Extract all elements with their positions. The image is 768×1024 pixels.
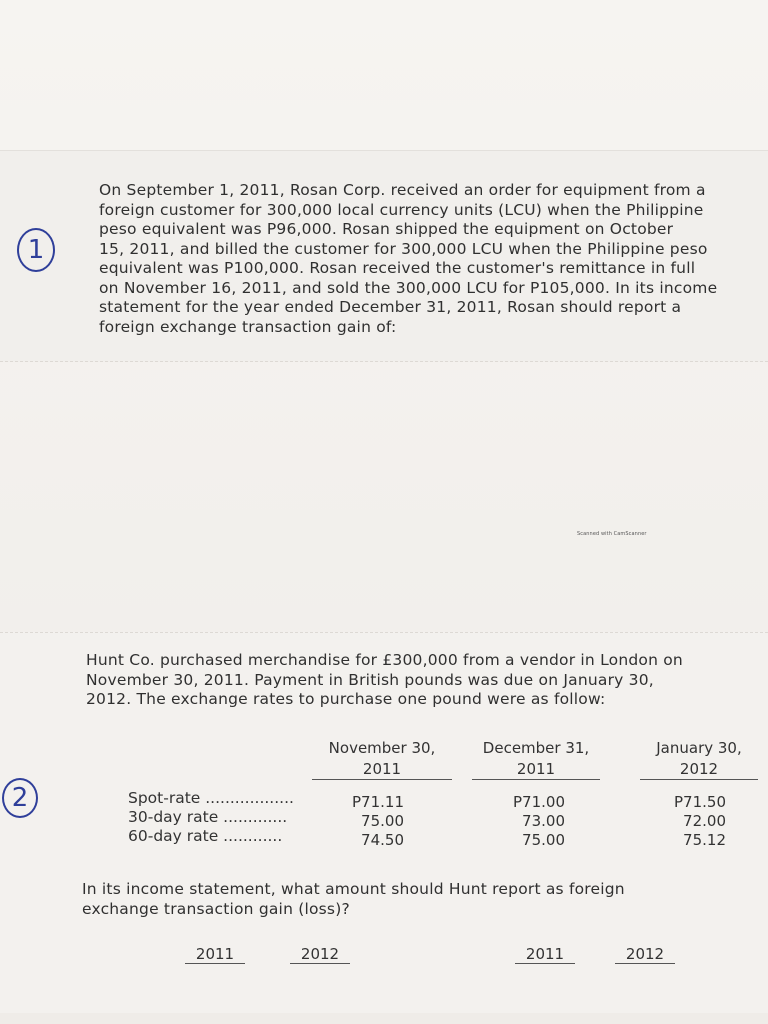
answer-header: 2011	[185, 945, 245, 964]
values-nov	[340, 793, 404, 850]
column-header-nov	[312, 739, 452, 780]
rate-value: 75.12	[683, 831, 726, 849]
column-year: 2011	[312, 760, 452, 780]
column-date: January 30,	[656, 739, 742, 757]
column-year: 2012	[640, 760, 758, 780]
rate-value: P71.00	[513, 793, 565, 811]
q1-line: On September 1, 2011, Rosan Corp. received an order for equipment from a	[99, 181, 706, 199]
values-jan	[662, 793, 726, 850]
values-dec	[505, 793, 565, 850]
rate-label: 60-day rate ............	[128, 827, 283, 845]
q1-line: foreign customer for 300,000 local currency units (LCU) when the Philippine	[99, 200, 704, 219]
q2-prompt-line: In its income statement, what amount should Hunt report as foreign	[82, 880, 625, 898]
q2-line: 2012. The exchange rates to purchase one pound were as follow:	[86, 690, 606, 708]
question-2-prompt	[82, 880, 625, 919]
q1-line: foreign exchange transaction gain of:	[99, 317, 397, 336]
column-header-dec	[472, 739, 600, 780]
rate-value: 75.00	[522, 831, 565, 849]
q1-line: on November 16, 2011, and sold the 300,000 LCU for P105,000. In its income	[99, 278, 718, 297]
rate-value: 73.00	[522, 812, 565, 830]
rate-value: P71.50	[674, 793, 726, 811]
rate-label: Spot-rate ..................	[128, 789, 294, 807]
question-2-text	[86, 651, 683, 710]
question-1-number: 1	[17, 228, 55, 272]
q1-line: equivalent was P100,000. Rosan received the customer's remittance in full	[99, 259, 696, 277]
answer-header: 2012	[615, 945, 675, 964]
scanner-watermark: Scanned with CamScanner	[577, 531, 647, 537]
question-2-number: 2	[2, 778, 38, 818]
rate-label: 30-day rate .............	[128, 808, 288, 826]
rate-value: 75.00	[361, 812, 404, 830]
rate-labels	[128, 789, 294, 846]
column-header-jan	[640, 739, 758, 780]
q1-line: statement for the year ended December 31, 2011, Rosan should report a	[99, 298, 682, 316]
answer-header: 2011	[515, 945, 575, 964]
column-date: December 31,	[482, 739, 590, 757]
q2-prompt-line: exchange transaction gain (loss)?	[82, 899, 350, 918]
column-year: 2011	[472, 760, 600, 780]
rate-value: P71.11	[352, 793, 404, 811]
rate-value: 74.50	[361, 831, 404, 849]
question-1-text	[99, 181, 717, 337]
q1-line: peso equivalent was P96,000. Rosan shipped the equipment on October	[99, 220, 674, 238]
q2-line: November 30, 2011. Payment in British pounds was due on January 30,	[86, 670, 654, 689]
q1-line: 15, 2011, and billed the customer for 300,000 LCU when the Philippine peso	[99, 239, 708, 258]
q2-line: Hunt Co. purchased merchandise for £300,000 from a vendor in London on	[86, 651, 683, 669]
answer-header: 2012	[290, 945, 350, 964]
rate-value: 72.00	[683, 812, 726, 830]
column-date: November 30,	[328, 739, 436, 757]
